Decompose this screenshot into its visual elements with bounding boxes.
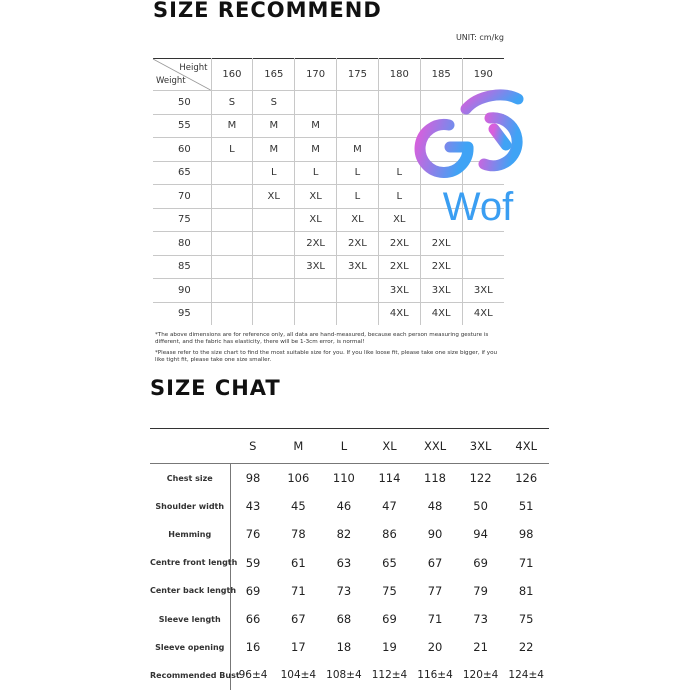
size-cell: [211, 185, 253, 209]
measurement-value: 71: [427, 612, 443, 627]
weight-label: 65: [153, 161, 211, 185]
measurement-label: Hemming: [150, 520, 230, 548]
unit-label: UNIT: cm/kg: [455, 33, 504, 42]
height-header: 190: [462, 59, 504, 91]
size-cell: L: [211, 138, 253, 162]
measurement-value: 79: [473, 583, 488, 598]
measurement-row: [150, 661, 549, 689]
measurement-value: 59: [245, 555, 261, 570]
size-header: 4XL: [503, 429, 549, 464]
size-cell: M: [337, 138, 379, 162]
measurement-value: 114: [378, 471, 401, 486]
size-header-row: [150, 429, 549, 464]
measurement-value: 110: [332, 471, 355, 486]
measurement-value: 16: [245, 640, 261, 655]
weight-label: 85: [153, 255, 211, 279]
size-header: XL: [367, 429, 413, 464]
measurement-value: 47: [382, 499, 397, 514]
weight-row: [153, 279, 504, 303]
size-cell: [337, 302, 379, 325]
size-cell: XL: [295, 208, 337, 232]
size-cell: L: [378, 185, 420, 209]
size-cell: 2XL: [378, 232, 420, 256]
measurement-value: 81: [518, 583, 534, 598]
measurement-label: Center back length: [150, 577, 230, 605]
measurement-value: 75: [518, 612, 534, 627]
measurement-value: 68: [336, 612, 352, 627]
height-header: 185: [420, 59, 462, 91]
size-header: S: [230, 429, 276, 464]
measurement-value: 22: [518, 640, 534, 655]
disclaimer-note: *The above dimensions are for reference only, all data are hand-measured, because each person measuring gesture is different, and the fabric has elasticity, there will be 1-3cm error, is normal!: [155, 332, 489, 346]
measurement-value: 82: [336, 527, 352, 542]
logo-wordmark: Wof: [442, 185, 514, 229]
measurement-value: 69: [382, 612, 397, 627]
size-cell: 2XL: [337, 232, 379, 256]
weight-row: [153, 232, 504, 256]
size-cell: [253, 232, 295, 256]
measurement-value: 73: [473, 612, 488, 627]
measurement-value: 71: [291, 583, 306, 598]
size-cell: [295, 91, 337, 115]
size-cell: M: [253, 114, 295, 138]
size-cell: [378, 114, 420, 138]
size-cell: 3XL: [337, 255, 379, 279]
measurement-value: 43: [245, 499, 261, 514]
measurement-value: 75: [382, 583, 397, 598]
size-cell: 2XL: [420, 255, 462, 279]
height-header: 160: [211, 59, 253, 91]
size-cell: XL: [295, 185, 337, 209]
size-cell: M: [295, 114, 337, 138]
measurement-value: 18: [336, 640, 352, 655]
weight-label: 90: [153, 279, 211, 303]
measurement-value: 48: [427, 499, 443, 514]
measurement-label: Shoulder width: [150, 492, 230, 520]
size-cell: 4XL: [420, 302, 462, 325]
measurement-value: 21: [473, 640, 488, 655]
measurement-value: 126: [515, 471, 538, 486]
size-cell: 3XL: [378, 279, 420, 303]
size-header: XXL: [412, 429, 458, 464]
measurement-value: 46: [336, 499, 352, 514]
measurement-value: 78: [291, 527, 306, 542]
size-cell: [378, 138, 420, 162]
weight-label: 50: [153, 91, 211, 115]
size-cell: S: [253, 91, 295, 115]
height-axis-label: Height: [179, 63, 208, 73]
size-cell: S: [211, 91, 253, 115]
size-cell: 3XL: [462, 279, 504, 303]
size-cell: M: [211, 114, 253, 138]
weight-label: 70: [153, 185, 211, 209]
height-header: 175: [337, 59, 379, 91]
measurement-row: [150, 605, 549, 633]
measurement-value: 61: [291, 555, 306, 570]
measurement-value: 65: [382, 555, 397, 570]
measurement-value: 73: [336, 583, 352, 598]
corner-header-cell: [153, 59, 211, 91]
measurement-label: Recommended Bust: [150, 661, 230, 689]
size-cell: 4XL: [473, 308, 493, 320]
weight-row: [153, 255, 504, 279]
measurement-value: 67: [427, 555, 443, 570]
size-cell: [211, 208, 253, 232]
weight-label: 95: [153, 302, 211, 325]
size-cell: 2XL: [420, 232, 462, 256]
size-cell: L: [337, 185, 379, 209]
chart-title: SIZE CHAT: [150, 376, 281, 400]
measurement-value: 90: [427, 527, 443, 542]
size-cell: XL: [337, 208, 379, 232]
height-header: 180: [378, 59, 420, 91]
measurement-value: 77: [427, 583, 443, 598]
measurement-value: 45: [291, 499, 306, 514]
size-cell: M: [253, 138, 295, 162]
size-cell: [295, 279, 337, 303]
wof-logo-graphic: [416, 85, 544, 235]
measurement-row: [150, 464, 549, 493]
size-cell: XL: [378, 208, 420, 232]
size-cell: L: [253, 161, 295, 185]
measurement-value: 67: [291, 612, 306, 627]
measurement-label: Centre front length: [150, 549, 230, 577]
measurement-row: [150, 492, 549, 520]
size-cell: 4XL: [378, 302, 420, 325]
measurement-value: 104±4: [280, 669, 317, 682]
measurement-row: [150, 520, 549, 548]
size-cell: 2XL: [295, 232, 337, 256]
height-header: 165: [253, 59, 295, 91]
corner-empty-cell: [150, 429, 230, 464]
size-cell: [462, 255, 504, 279]
measurement-value: 66: [245, 612, 261, 627]
size-cell: [253, 208, 295, 232]
measurement-value: 17: [291, 640, 306, 655]
measurement-value: 108±4: [326, 669, 362, 682]
measurement-value: 112±4: [371, 669, 408, 682]
measurement-row: [150, 549, 549, 577]
measurement-value: 63: [336, 555, 352, 570]
measurement-value: 51: [518, 499, 534, 514]
measurement-value: 69: [473, 555, 488, 570]
measurement-label: Sleeve length: [150, 605, 230, 633]
measurement-label: Chest size: [150, 464, 230, 493]
fit-advice-note: *Please refer to the size chart to find the most suitable size for you. If you like loose fit, please take one size bigger, if you like tight fit, please take one size smaller.: [155, 350, 498, 364]
recommend-title: SIZE RECOMMEND: [153, 0, 382, 22]
measurement-value: 122: [469, 471, 492, 486]
measurement-value: 124±4: [508, 669, 544, 682]
weight-label: 75: [153, 208, 211, 232]
measurement-rows: [150, 464, 549, 690]
measurement-value: 19: [382, 640, 397, 655]
weight-row: [153, 302, 504, 325]
measurement-value: 76: [245, 527, 261, 542]
size-header: L: [321, 429, 367, 464]
measurement-value: 120±4: [462, 669, 499, 682]
size-cell: L: [378, 161, 420, 185]
measurement-value: 98: [245, 471, 261, 486]
size-cell: L: [295, 161, 337, 185]
size-chart-table: [150, 428, 549, 690]
measurement-value: 96±4: [238, 669, 268, 682]
size-cell: [253, 279, 295, 303]
measurement-value: 50: [473, 499, 488, 514]
size-cell: [378, 91, 420, 115]
measurement-value: 94: [473, 527, 488, 542]
height-header: 170: [295, 59, 337, 91]
size-cell: [253, 255, 295, 279]
measurement-value: 106: [287, 471, 310, 486]
measurement-row: [150, 577, 549, 605]
measurement-value: 116±4: [417, 669, 453, 682]
weight-axis-label: Weight: [156, 76, 186, 86]
size-cell: [253, 302, 295, 325]
measurement-value: 69: [245, 583, 261, 598]
size-cell: L: [337, 161, 379, 185]
size-cell: XL: [253, 185, 295, 209]
size-cell: [211, 232, 253, 256]
size-cell: [211, 255, 253, 279]
measurement-row: [150, 633, 549, 661]
measurement-value: 20: [427, 640, 443, 655]
size-cell: M: [295, 138, 337, 162]
measurement-value: 118: [424, 471, 446, 486]
measurement-label: Sleeve opening: [150, 633, 230, 661]
size-cell: [462, 232, 504, 256]
size-cell: 2XL: [378, 255, 420, 279]
size-header: M: [276, 429, 322, 464]
brand-logo: [416, 85, 544, 235]
size-cell: [211, 279, 253, 303]
size-cell: [295, 302, 337, 325]
size-cell: [211, 161, 253, 185]
measurement-value: 98: [518, 527, 534, 542]
size-cell: 3XL: [420, 279, 462, 303]
measurement-value: 71: [518, 555, 534, 570]
size-cell: [337, 279, 379, 303]
measurement-value: 86: [382, 527, 397, 542]
weight-label: 60: [153, 138, 211, 162]
weight-label: 80: [153, 232, 211, 256]
size-cell: [211, 302, 253, 325]
size-header: 3XL: [458, 429, 504, 464]
size-cell: [337, 91, 379, 115]
weight-label: 55: [153, 114, 211, 138]
size-cell: [337, 114, 379, 138]
size-cell: 3XL: [295, 255, 337, 279]
